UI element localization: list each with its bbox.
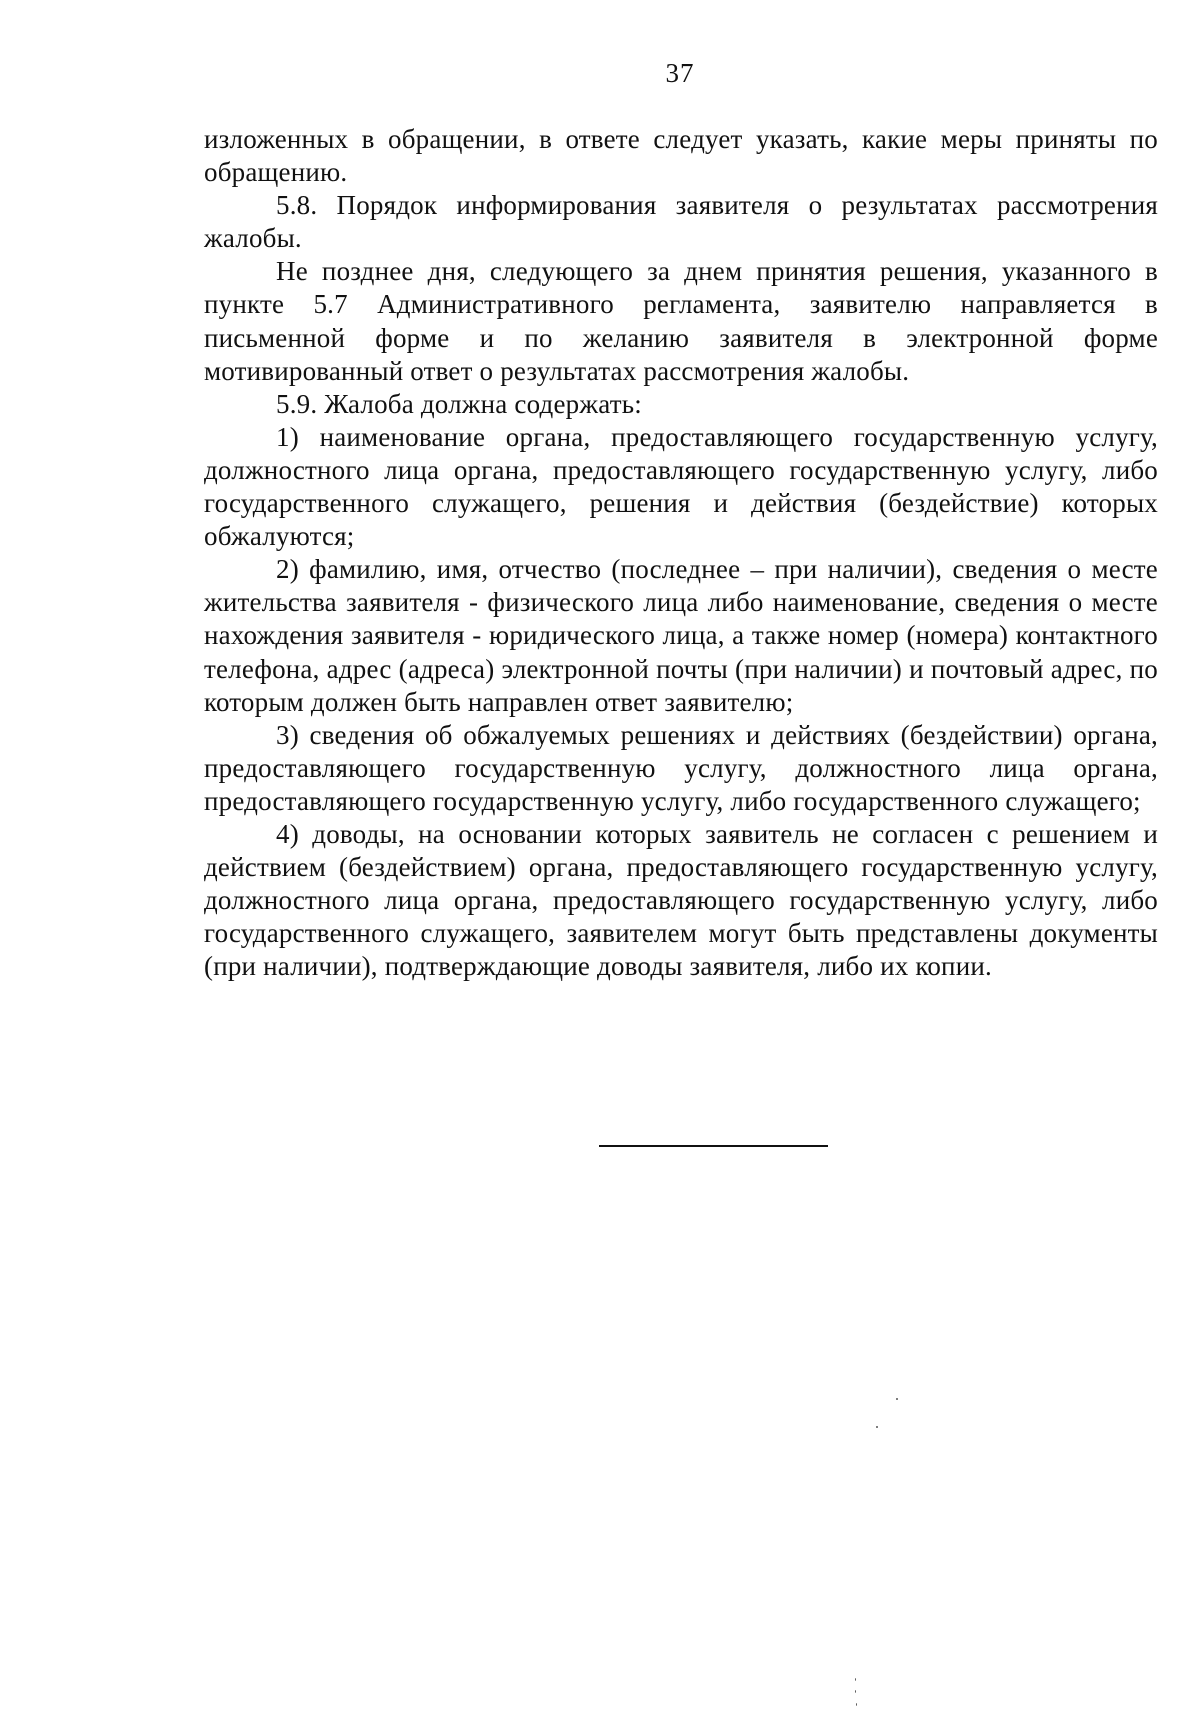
scan-speck	[876, 1426, 878, 1428]
end-of-text-divider	[599, 1145, 828, 1147]
paragraph-section-5-8: 5.8. Порядок информирования заявителя о результатах рассмотрения жалобы.	[204, 190, 1158, 254]
scan-speck	[856, 1703, 857, 1706]
page-number: 37	[665, 58, 695, 88]
paragraph-section-5-9: 5.9. Жалоба должна содержать:	[276, 388, 642, 419]
document-body	[204, 123, 1158, 983]
scan-speck	[855, 1678, 856, 1681]
paragraph-response-deadline: Не позднее дня, следующего за днем принятия решения, указанного в пункте 5.7 Административного регламента, заявителю направляется в письменной форме и по желанию заявителя в электронной форме мотивированный ответ о результатах рассмотрения жалобы.	[204, 256, 1158, 386]
list-item-2: 2) фамилию, имя, отчество (последнее – при наличии), сведения о месте жительства заявителя - физического лица либо наименование, сведения о месте нахождения заявителя - юридического лица, а также номер (номера) контактного телефона, адрес (адреса) электронной почты (при наличии) и почтовый адрес, по которым должен быть направлен ответ заявителю;	[204, 554, 1158, 717]
list-item-4: 4) доводы, на основании которых заявитель не согласен с решением и действием (бездействием) органа, предоставляющего государственную услугу, должностного лица органа, предоставляющего государственную услугу, либо государственного служащего, заявителем могут быть представлены документы (при наличии), подтверждающие доводы заявителя, либо их копии.	[204, 818, 1158, 982]
scan-speck	[855, 1690, 856, 1693]
list-item-1: 1) наименование органа, предоставляющего государственную услугу, должностного лица органа, предоставляющего государственную услугу, либо государственного служащего, решения и действия (бездействие) которых обжалуются;	[204, 421, 1158, 552]
list-item-3: 3) сведения об обжалуемых решениях и действиях (бездействии) органа, предоставляющего государственную услугу, должностного лица органа, предоставляющего государственную услугу, либо государственного служащего;	[204, 719, 1158, 816]
scan-speck	[896, 1398, 898, 1400]
paragraph-continuation: изложенных в обращении, в ответе следует указать, какие меры приняты по обращению.	[204, 124, 1158, 188]
